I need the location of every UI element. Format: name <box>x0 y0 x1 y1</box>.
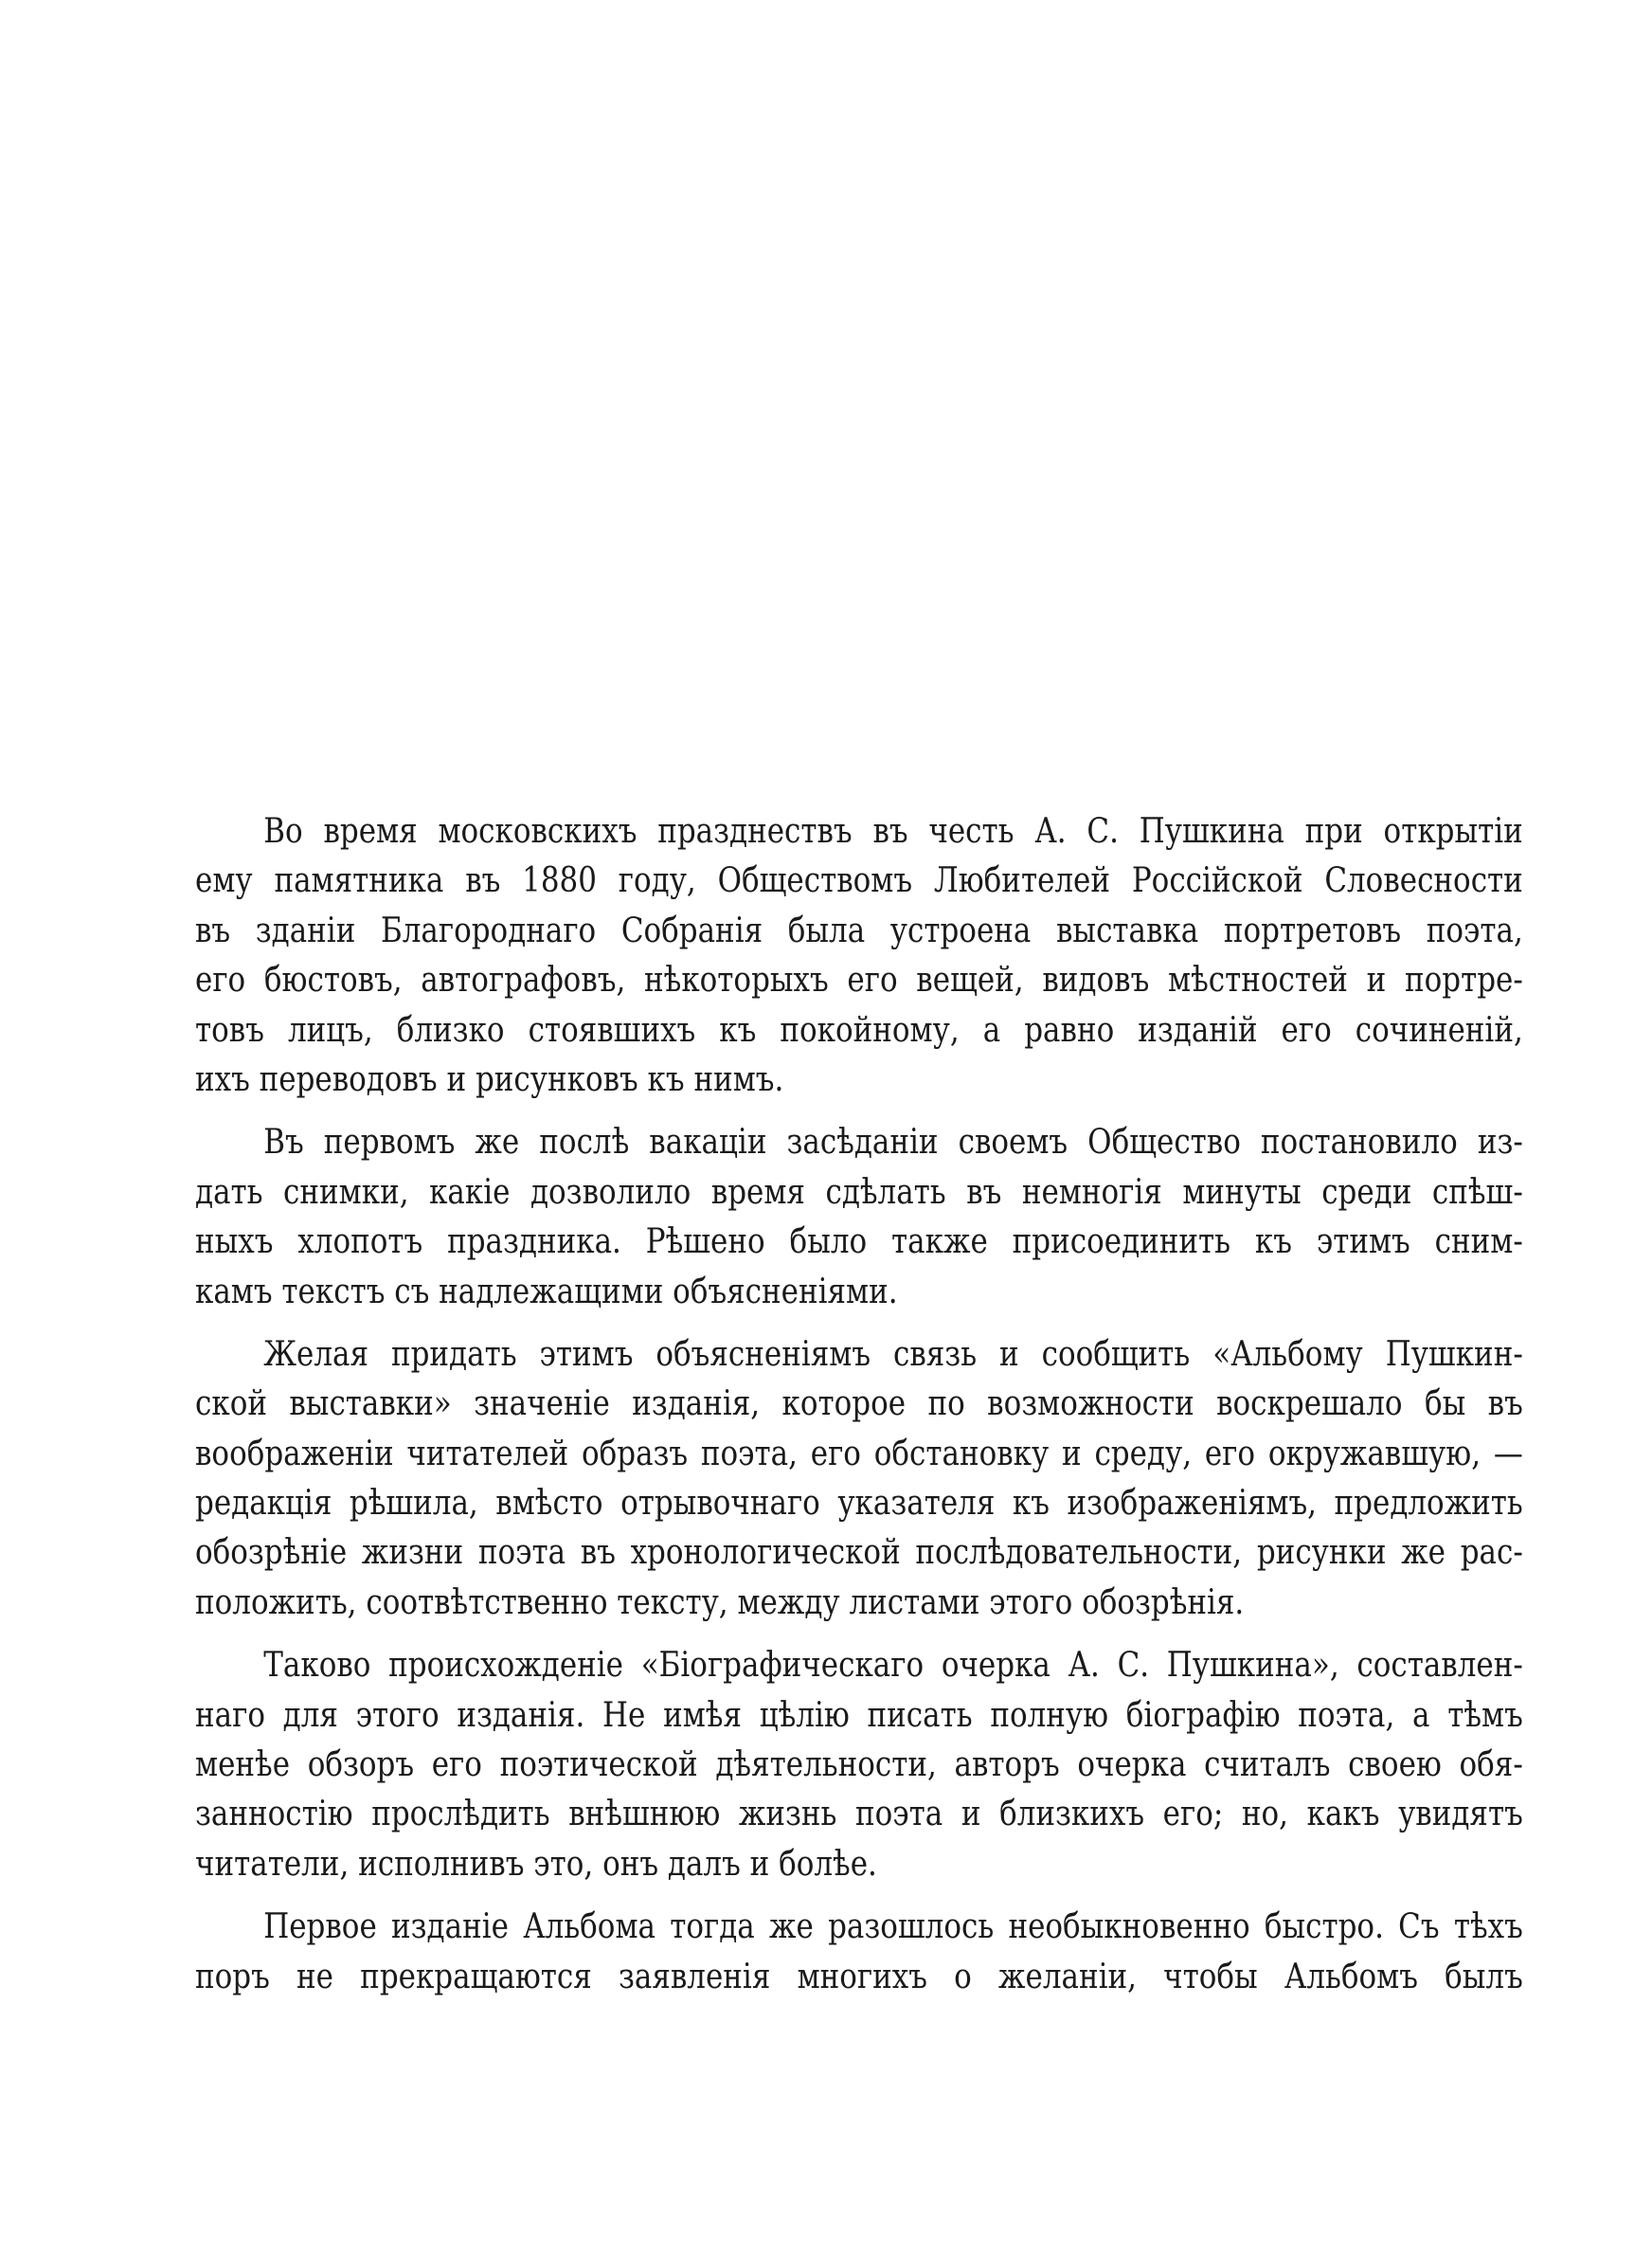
text-line: редакція рѣшила, вмѣсто отрывочнаго указателя къ изображеніямъ, предложить <box>195 1484 1523 1524</box>
body-text <box>195 807 1523 2015</box>
text-line: Во время московскихъ празднествъ въ честь А. С. Пушкина при открытіи <box>263 812 1523 851</box>
text-line: его бюстовъ, автографовъ, нѣкоторыхъ его вещей, видовъ мѣстностей и портре- <box>195 961 1523 1001</box>
paragraph-1 <box>195 807 1523 1105</box>
text-line: занностію прослѣдить внѣшнюю жизнь поэта и близкихъ его; но, какъ увидятъ <box>195 1795 1523 1834</box>
text-line: Желая придать этимъ объясненіямъ связь и сообщить «Альбому Пушкин- <box>263 1334 1523 1374</box>
text-line: Таково происхожденіе «Біографическаго очерка А. С. Пушкина», составлен- <box>263 1646 1523 1686</box>
text-line: читатели, исполнивъ это, онъ далъ и болѣе. <box>195 1844 877 1884</box>
text-line: ныхъ хлопотъ праздника. Рѣшено было также присоединить къ этимъ сним- <box>195 1222 1523 1262</box>
paragraph-3 <box>195 1330 1523 1628</box>
text-line: ской выставки» значеніе изданія, которое по возможности воскрешало бы въ <box>195 1384 1523 1424</box>
paragraph-4 <box>195 1641 1523 1889</box>
text-line: воображеніи читателей образъ поэта, его обстановку и среду, его окружавшую, — <box>195 1434 1523 1473</box>
text-line: дать снимки, какіе дозволило время сдѣлать въ немногія минуты среди спѣш- <box>195 1172 1523 1212</box>
paragraph-5 <box>195 1903 1523 2002</box>
text-line: менѣе обзоръ его поэтической дѣятельности, авторъ очерка считалъ своею обя- <box>195 1745 1523 1785</box>
text-line: камъ текстъ съ надлежащими объясненіями. <box>195 1272 898 1311</box>
text-line: поръ не прекращаются заявленія многихъ о желаніи, чтобы Альбомъ былъ <box>195 1957 1523 1996</box>
text-line: товъ лицъ, близко стоявшихъ къ покойному, а равно изданій его сочиненій, <box>195 1010 1523 1050</box>
text-line: обозрѣніе жизни поэта въ хронологической послѣдовательности, рисунки же рас- <box>195 1533 1523 1573</box>
text-line: наго для этого изданія. Не имѣя цѣлію писать полную біографію поэта, а тѣмъ <box>195 1695 1523 1735</box>
text-line: въ зданіи Благороднаго Собранія была устроена выставка портретовъ поэта, <box>195 911 1523 950</box>
text-line: Въ первомъ же послѣ вакаціи засѣданіи своемъ Общество постановило из- <box>263 1123 1523 1163</box>
text-line: положить, соотвѣтственно тексту, между листами этого обозрѣнія. <box>195 1582 1245 1622</box>
text-line: ему памятника въ 1880 году, Обществомъ Любителей Россійской Словесности <box>195 861 1523 901</box>
paragraph-2 <box>195 1118 1523 1317</box>
text-line: Первое изданіе Альбома тогда же разошлось необыкновенно быстро. Съ тѣхъ <box>263 1907 1523 1947</box>
text-line: ихъ переводовъ и рисунковъ къ нимъ. <box>195 1059 784 1099</box>
